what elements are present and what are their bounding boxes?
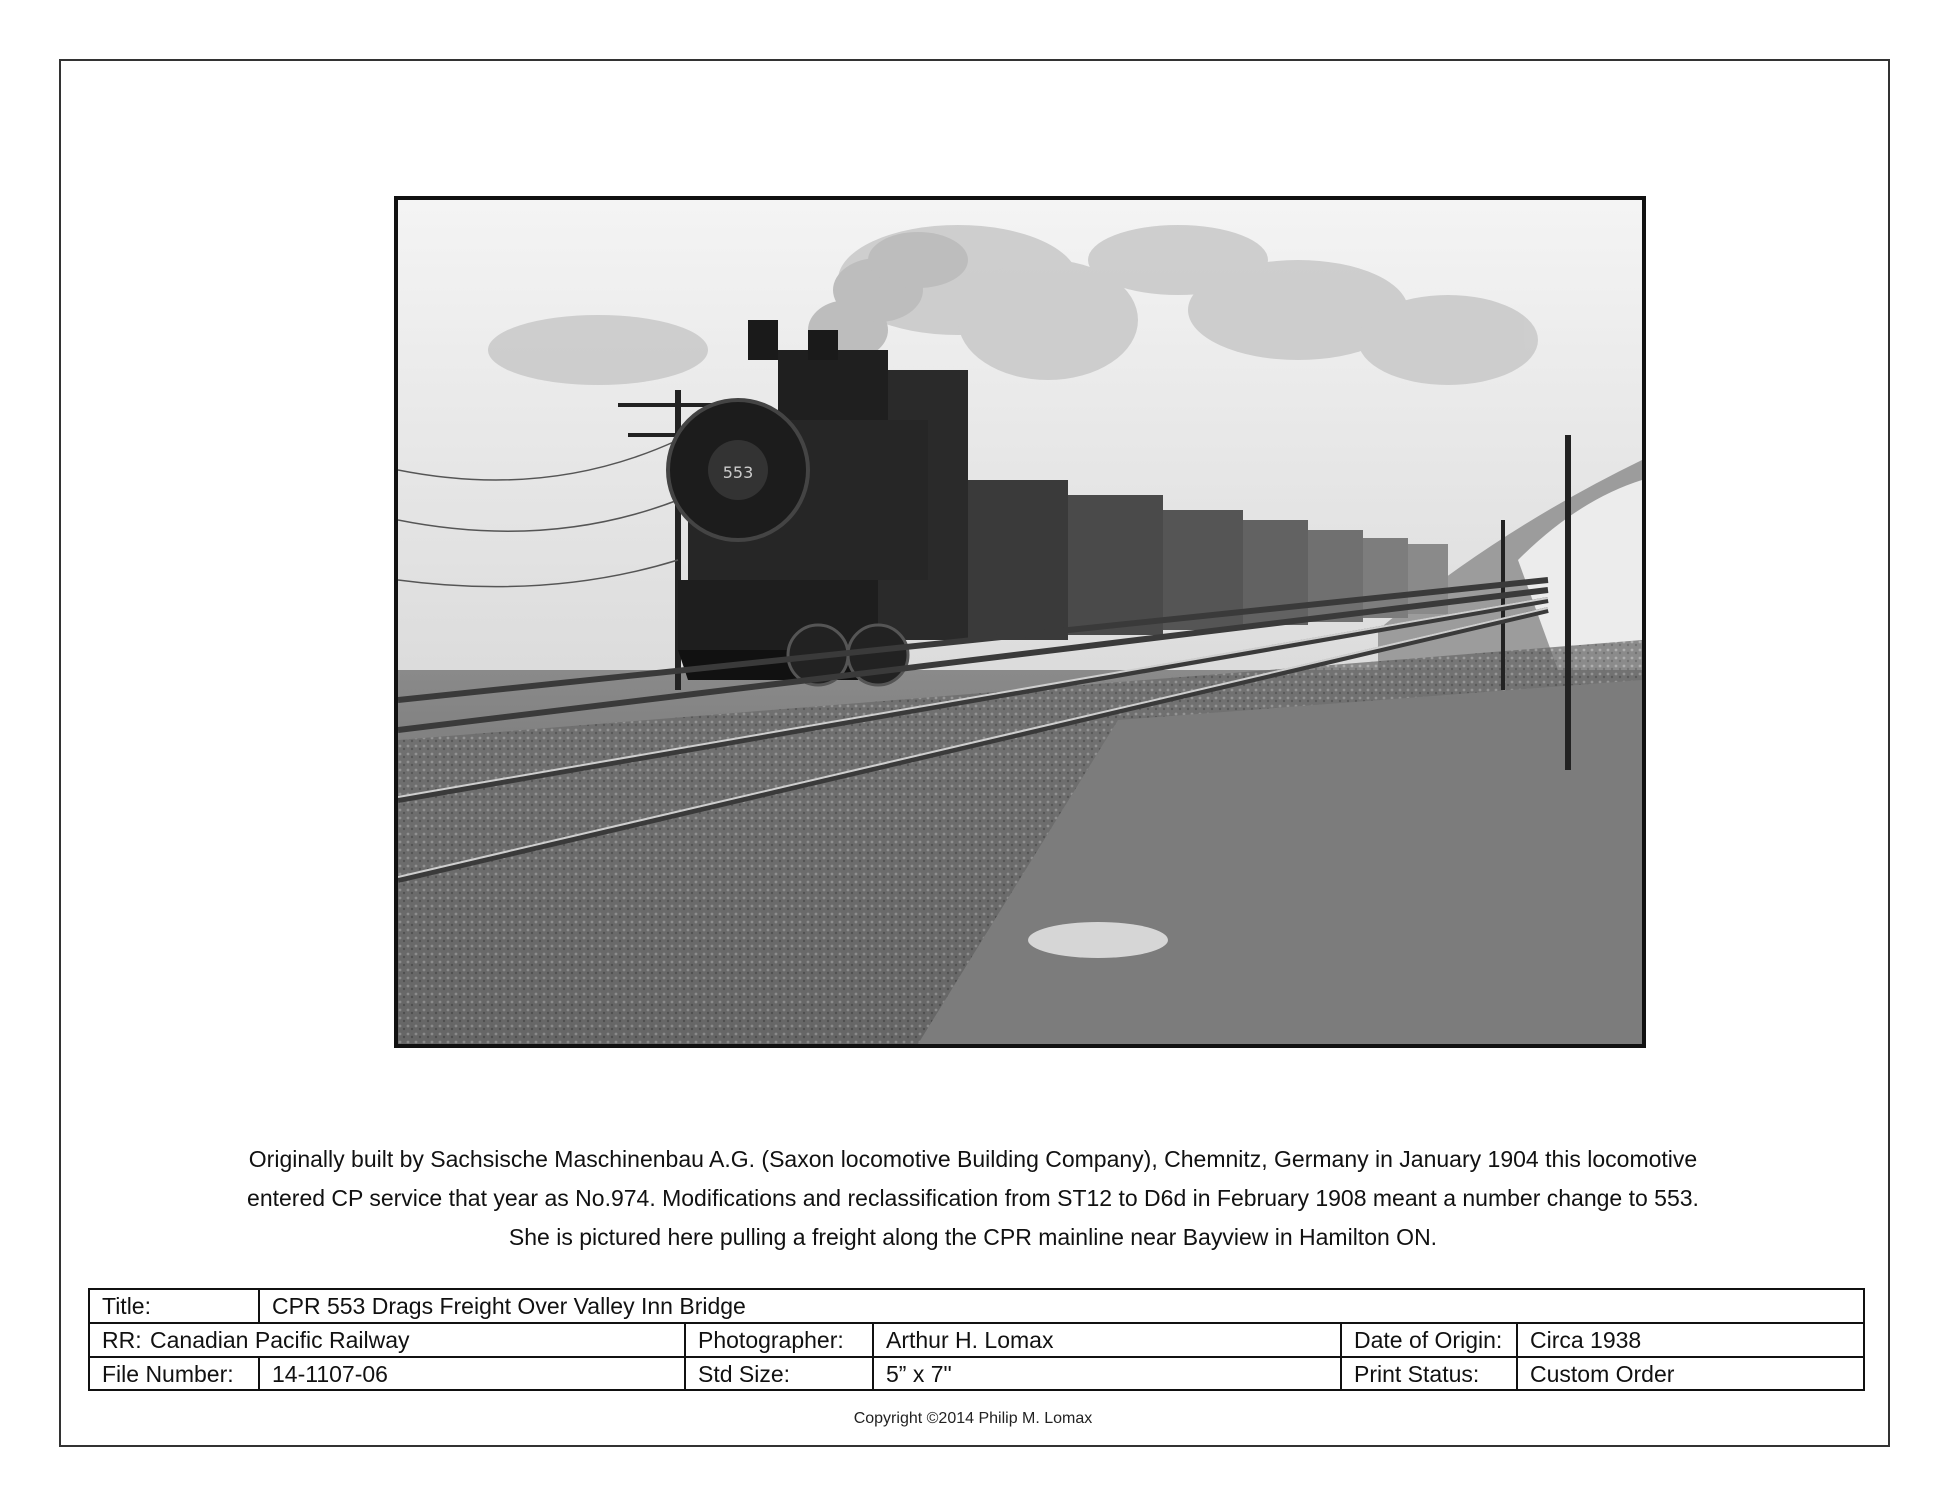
title-value: CPR 553 Drags Freight Over Valley Inn Bridge [258,1290,1858,1322]
file-number-value: 14-1107-06 [258,1358,684,1391]
copyright-notice: Copyright ©2014 Philip M. Lomax [853,1410,1093,1427]
std-size-label: Std Size: [684,1358,872,1391]
table-row [90,1290,1863,1324]
caption-line-3: She is pictured here pulling a freight along the CPR mainline near Bayview in Hamilton ON. [508,1224,1438,1250]
std-size-value: 5” x 7" [872,1358,1340,1391]
caption-line-2: entered CP service that year as No.974. Modifications and reclassification from ST12 to D6d in February 1908 meant a number change to 553. [247,1185,1699,1211]
photographer-label: Photographer: [684,1324,872,1356]
info-table [88,1288,1865,1391]
date-label: Date of Origin: [1340,1324,1516,1356]
table-row [90,1324,1863,1358]
photo-caption [150,1140,1796,1257]
caption-line-1: Originally built by Sachsische Maschinenbau A.G. (Saxon locomotive Building Company), Chemnitz, Germany in January 1904 this locomotive [248,1146,1698,1172]
table-row [90,1358,1863,1391]
file-number-label: File Number: [102,1361,234,1387]
photographer-value: Arthur H. Lomax [872,1324,1340,1356]
rr-label: RR: [102,1327,142,1353]
photo-illustration [398,200,1642,1044]
print-status-value: Custom Order [1516,1358,1865,1391]
print-status-label: Print Status: [1340,1358,1516,1391]
date-value: Circa 1938 [1516,1324,1865,1356]
puddle [1028,922,1168,958]
rr-value: Canadian Pacific Railway [150,1327,410,1353]
title-label: Title: [102,1293,151,1319]
train-photograph [394,196,1646,1048]
loco-number-plate: 553 [722,463,754,482]
